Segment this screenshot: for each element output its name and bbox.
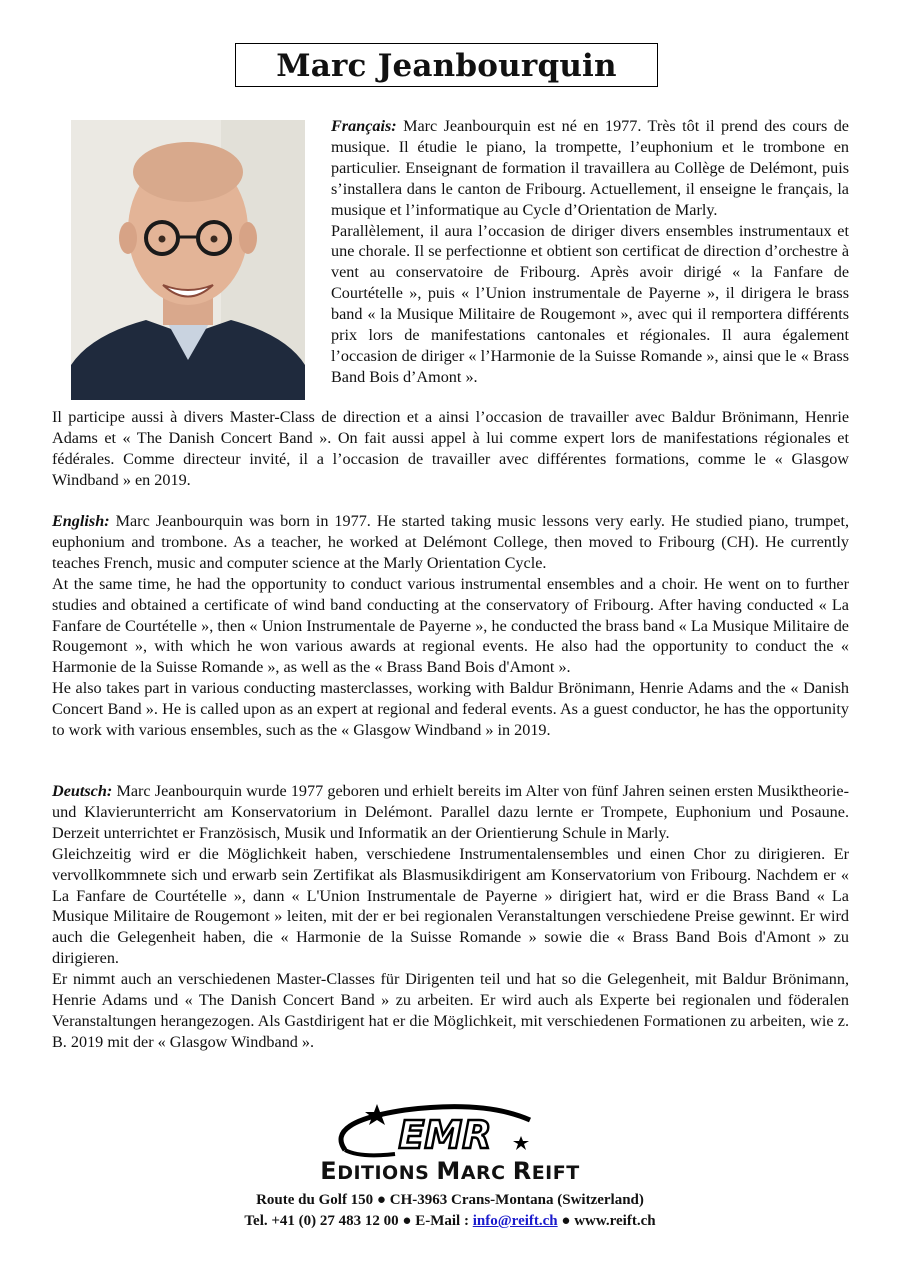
french-paragraph-3: Il participe aussi à divers Master-Class de direction et a ainsi l’occasion de travailler avec Baldur Brönimann, Henrie Adams et « The Danish Concert Band ». On fait aussi appel à lui comme expert lors de manifestations régionales et fédérales. Comme directeur invité, il a l’occasion de travailler avec différentes formations, comme le « Glasgow Windband » en 2019.	[52, 408, 849, 489]
english-paragraph-1: English: Marc Jeanbourquin was born in 1977. He started taking music lessons very early. He studied piano, trumpet, euphonium and trombone. As a teacher, he worked at Delémont College, then moved to Fribourg (CH). He currently teaches French, music and computer science at the Marly Orientation Cycle.	[52, 512, 849, 572]
title-box	[235, 43, 658, 87]
french-paragraph-2: Parallèlement, il aura l’occasion de diriger divers ensembles instrumentaux et une chorale. Il se perfectionne et obtient son certificat de direction d’orchestre à vent au conservatoire de Fribourg. Après avoir dirigé « la Fanfare de Courtételle », puis « l’Union instrumentale de Payerne », il dirigera le brass band « la Musique Militaire de Rougemont », avec qui il remportera différents prix lors de manifestations cantonales et régionales. Il aura également l’occasion de diriger « l’Harmonie de la Suisse Romande », ainsi que le « Brass Band Bois d’Amont ».	[331, 221, 849, 386]
portrait-photo	[71, 120, 305, 400]
english-paragraph-2: At the same time, he had the opportunity to conduct various instrumental ensembles and a choir. He went on to further studies and obtained a certificate of wind band conducting at the conservatory of Fribourg. After having conducted « La Fanfare de Courtételle », then « Union Instrumentale de Payerne », he conducted the brass band « La Musique Militaire de Rougemont », with which he won various awards at regional events. He also had the opportunity to conduct the « Harmonie de la Suisse Romande », as well as the « Brass Band Bois d'Amont ».	[52, 574, 849, 677]
star-icon	[513, 1136, 529, 1150]
publisher-name: EDITIONS MARC REIFT	[320, 1157, 580, 1185]
french-bio-continued	[52, 407, 849, 491]
french-bio	[331, 116, 849, 388]
german-paragraph-1: Deutsch: Marc Jeanbourquin wurde 1977 geboren und erhielt bereits im Alter von fünf Jahren seinen ersten Musiktheorie- und Klavierunterricht am Konservatorium in Delémont. Parallel dazu lernte er Trompete, Euphonium und Posaune. Derzeit unterrichtet er Französisch, Musik und Informatik an der Orientierung Schule in Marly.	[52, 782, 849, 842]
german-paragraph-3: Er nimmt auch an verschiedenen Master-Classes für Dirigenten teil und hat so die Gelegenheit, mit Baldur Brönimann, Henrie Adams und « The Danish Concert Band » zu arbeiten. Er wird auch als Experte bei regionalen und föderalen Veranstaltungen herangezogen. Als Gastdirigent hat er die Möglichkeit, mit verschiedenen Formationen zu arbeiten, wie z. B. 2019 mit der « Glasgow Windband ».	[52, 970, 849, 1051]
email-link[interactable]: info@reift.ch	[472, 1213, 558, 1229]
english-paragraph-3: He also takes part in various conducting masterclasses, working with Baldur Brönimann, Henrie Adams and the « Danish Concert Band ». He is called upon as an expert at regional and federal events. As a guest conductor, he has the opportunity to work with various ensembles, such as the « Glasgow Windband » in 2019.	[52, 679, 849, 740]
portrait-icon	[71, 120, 305, 400]
english-bio	[52, 511, 849, 741]
english-label: English:	[52, 512, 110, 530]
german-bio	[52, 781, 849, 1053]
logo-mark: EMR	[398, 1113, 492, 1157]
french-paragraph-1: Français: Marc Jeanbourquin est né en 1977. Très tôt il prend des cours de musique. Il étudie le piano, la trompette, l’euphonium et le trombone en particulier. Enseignant de formation il travaillera au Collège de Delémont, puis s’installera dans le canton de Fribourg. Actuellement, il enseigne le français, la musique et l’informatique au Cycle d’Orientation de Marly.	[331, 117, 849, 219]
contact-line: Tel. +41 (0) 27 483 12 00 ● E-Mail : info@reift.ch ● www.reift.ch	[244, 1213, 656, 1229]
german-label: Deutsch:	[52, 782, 113, 800]
star-icon	[365, 1104, 389, 1125]
page-title: Marc Jeanbourquin	[276, 48, 617, 84]
german-paragraph-2: Gleichzeitig wird er die Möglichkeit haben, verschiedene Instrumentalensembles und einen Chor zu dirigieren. Er vervollkommnete sich und erwarb sein Zertifikat als Blasmusikdirigent am Konservatorium von Fribourg. Nachdem er « La Fanfare de Courtételle », dann « L'Union Instrumentale de Payerne » dirigiert hat, wird er die Brass Band « La Musique Militaire de Rougemont » leiten, mit der er bei regionalen Veranstaltungen verschiedene Preise gewinnt. Er wird auch die Gelegenheit haben, die « Harmonie de la Suisse Romande » sowie die « Brass Band Bois d'Amont » zu dirigieren.	[52, 844, 849, 968]
publisher-address	[0, 1190, 900, 1232]
french-label: Français:	[331, 117, 397, 135]
address-line: Route du Golf 150 ● CH-3963 Crans-Montana (Switzerland)	[256, 1192, 644, 1208]
